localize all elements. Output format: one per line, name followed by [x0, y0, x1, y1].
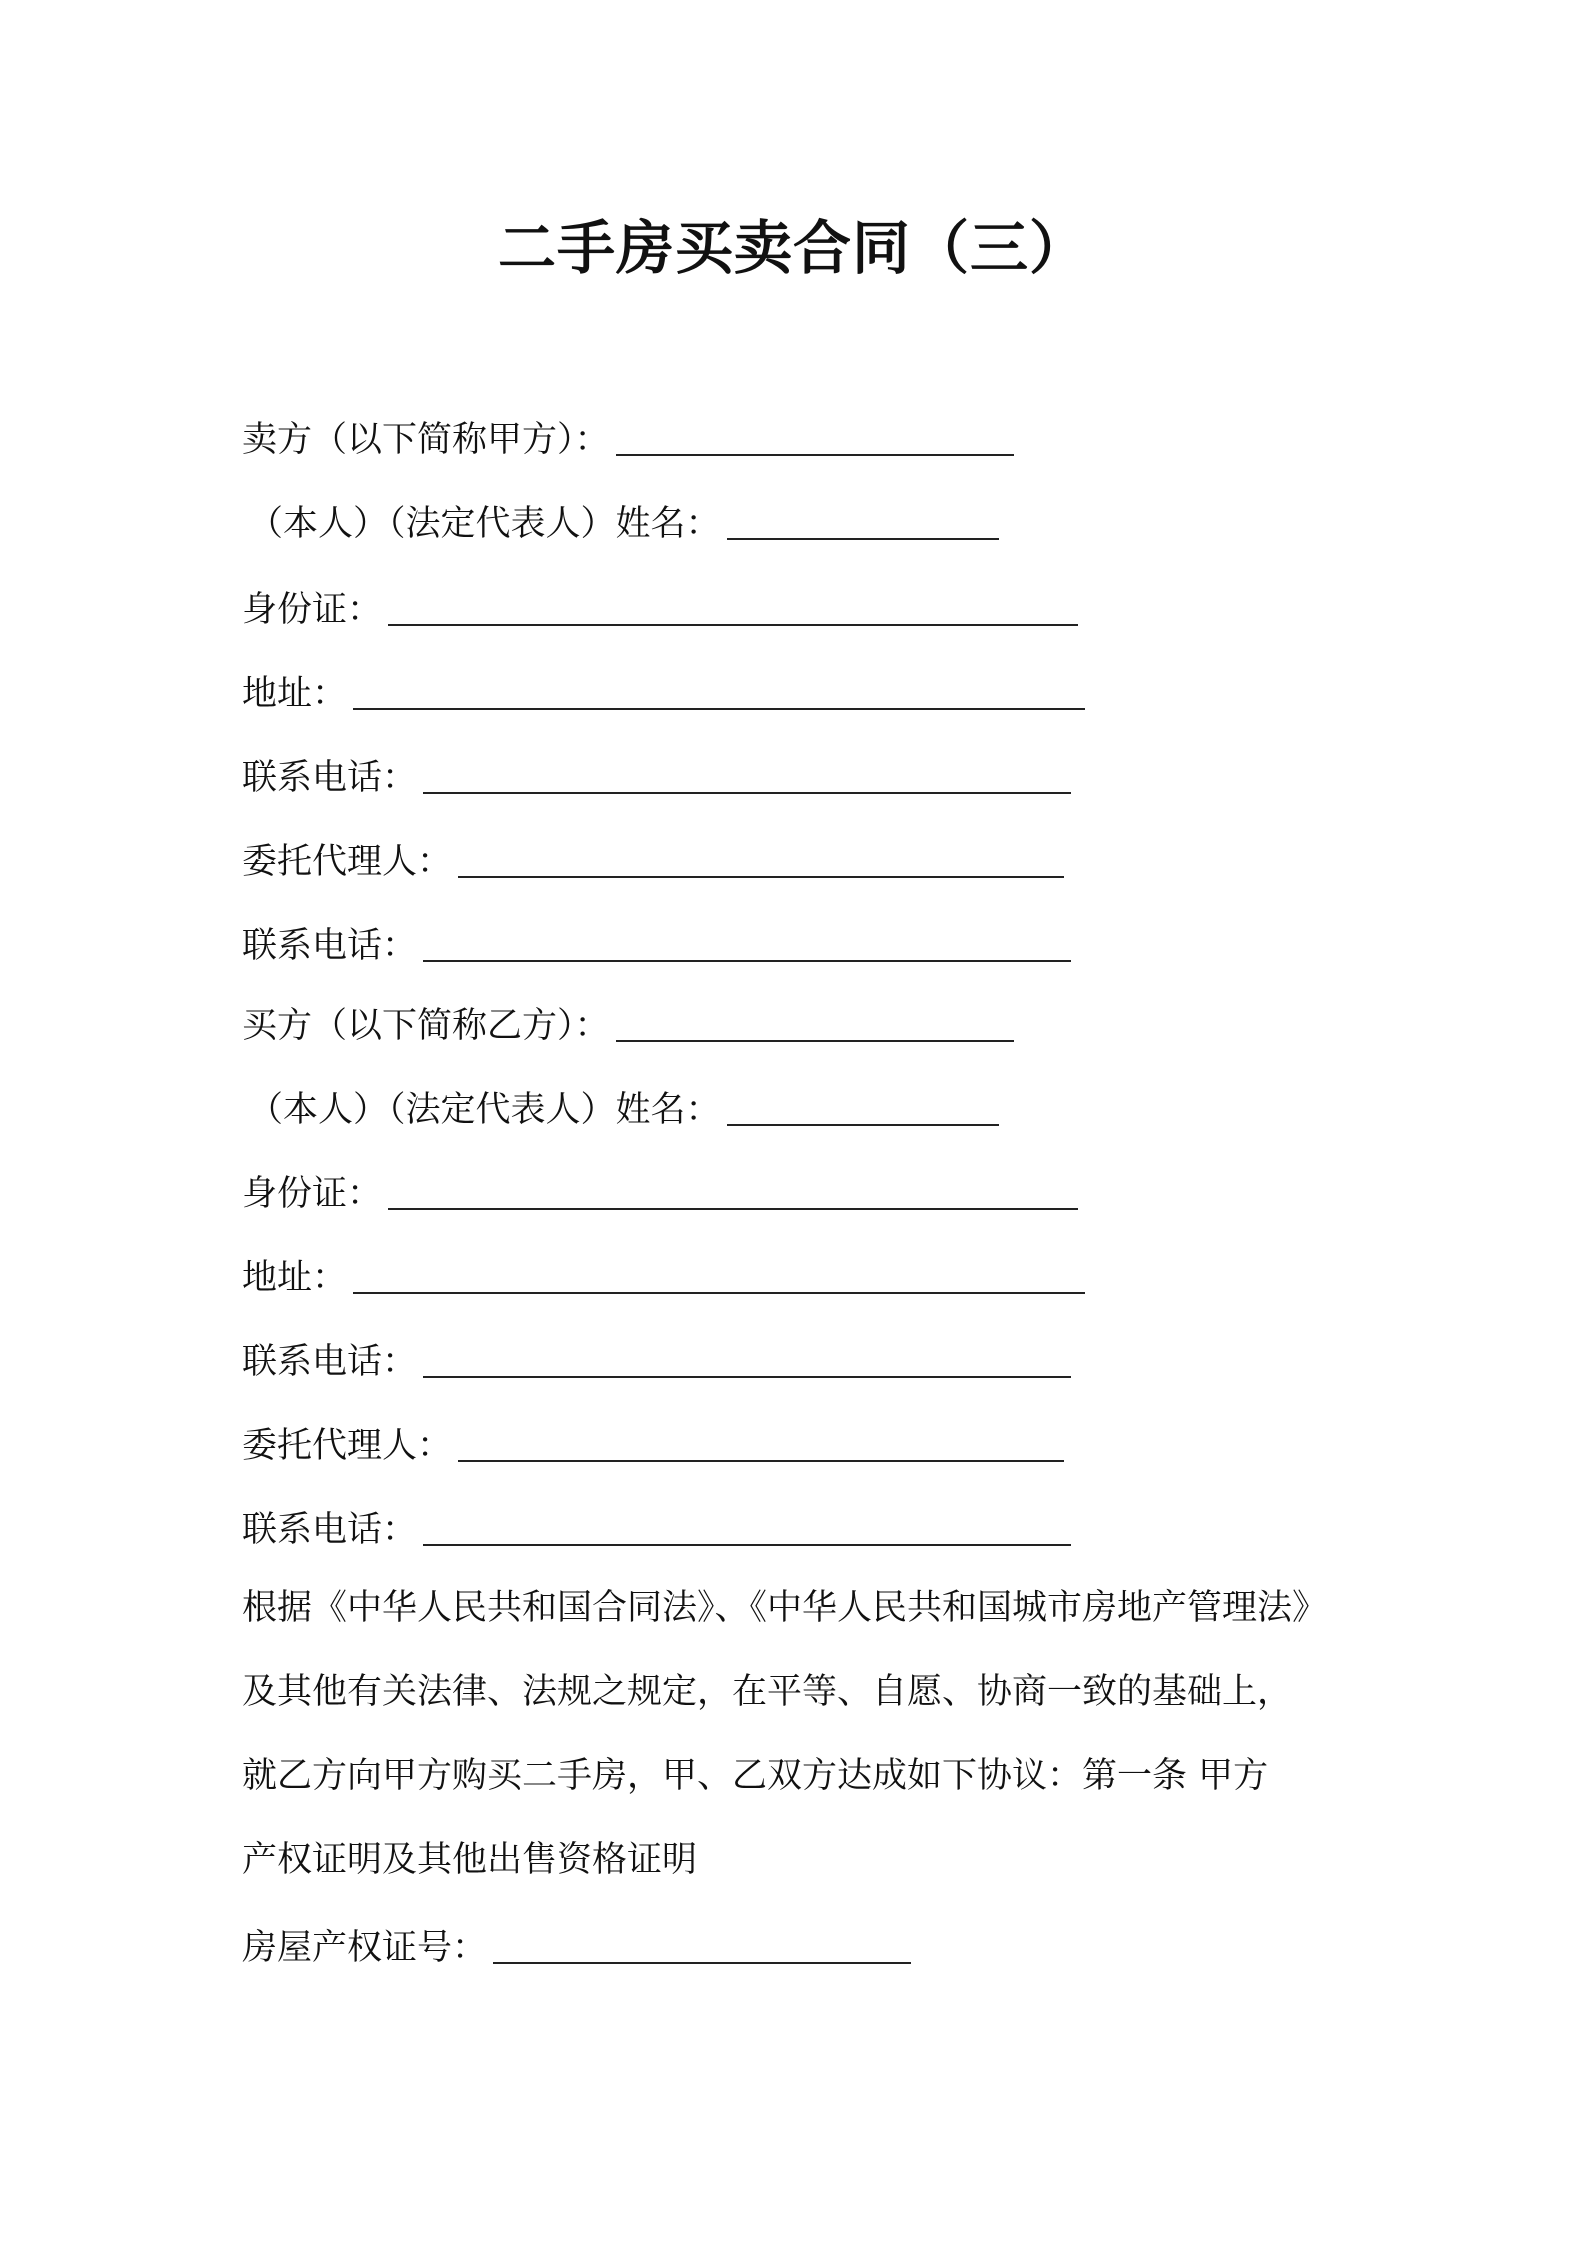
buyer-agent-phone-row	[242, 1498, 1071, 1554]
certificate-label: 房屋产权证号：	[242, 1928, 488, 1968]
buyer-party-label: 买方（以下简称乙方）：	[242, 1006, 610, 1046]
buyer-name-blank[interactable]	[727, 1090, 999, 1126]
buyer-id-blank[interactable]	[388, 1174, 1078, 1210]
buyer-phone-blank[interactable]	[423, 1342, 1071, 1378]
seller-party-label: 卖方（以下简称甲方）：	[242, 420, 610, 460]
buyer-agent-label: 委托代理人：	[242, 1426, 453, 1466]
buyer-party-row	[242, 994, 1014, 1050]
seller-id-row	[242, 578, 1078, 634]
seller-address-row	[242, 662, 1085, 718]
seller-id-label: 身份证：	[242, 590, 383, 630]
seller-name-row	[248, 492, 999, 548]
certificate-blank[interactable]	[493, 1928, 911, 1964]
buyer-address-blank[interactable]	[353, 1258, 1085, 1294]
buyer-agent-row	[242, 1414, 1064, 1470]
seller-agent-row	[242, 830, 1064, 886]
preamble-line-4: 产权证明及其他出售资格证明	[242, 1840, 698, 1880]
preamble-line-1: 根据《中华人民共和国合同法》、《中华人民共和国城市房地产管理法》	[242, 1588, 1328, 1628]
seller-address-blank[interactable]	[353, 674, 1085, 710]
buyer-agent-phone-label: 联系电话：	[242, 1510, 418, 1550]
buyer-agent-blank[interactable]	[458, 1426, 1064, 1462]
seller-agent-phone-blank[interactable]	[423, 926, 1071, 962]
buyer-phone-row	[242, 1330, 1071, 1386]
seller-name-label: （本人）（法定代表人）姓名：	[248, 504, 721, 544]
buyer-address-label: 地址：	[242, 1258, 348, 1298]
seller-agent-phone-row	[242, 914, 1071, 970]
seller-agent-label: 委托代理人：	[242, 842, 453, 882]
preamble-line-3: 就乙方向甲方购买二手房，甲、乙双方达成如下协议：第一条 甲方	[242, 1756, 1269, 1796]
seller-phone-row	[242, 746, 1071, 802]
buyer-name-label: （本人）（法定代表人）姓名：	[248, 1090, 721, 1130]
preamble-line-2: 及其他有关法律、法规之规定，在平等、自愿、协商一致的基础上，	[242, 1672, 1293, 1712]
buyer-id-row	[242, 1162, 1078, 1218]
buyer-phone-label: 联系电话：	[242, 1342, 418, 1382]
buyer-name-row	[248, 1078, 999, 1134]
seller-name-blank[interactable]	[727, 504, 999, 540]
seller-phone-label: 联系电话：	[242, 758, 418, 798]
certificate-row	[242, 1916, 911, 1972]
seller-id-blank[interactable]	[388, 590, 1078, 626]
seller-party-row	[242, 408, 1014, 464]
buyer-agent-phone-blank[interactable]	[423, 1510, 1071, 1546]
seller-party-blank[interactable]	[616, 420, 1014, 456]
contract-title: 二手房买卖合同（三）	[497, 214, 1088, 282]
seller-agent-phone-label: 联系电话：	[242, 926, 418, 966]
seller-agent-blank[interactable]	[458, 842, 1064, 878]
buyer-id-label: 身份证：	[242, 1174, 383, 1214]
seller-phone-blank[interactable]	[423, 758, 1071, 794]
buyer-party-blank[interactable]	[616, 1006, 1014, 1042]
seller-address-label: 地址：	[242, 674, 348, 714]
buyer-address-row	[242, 1246, 1085, 1302]
